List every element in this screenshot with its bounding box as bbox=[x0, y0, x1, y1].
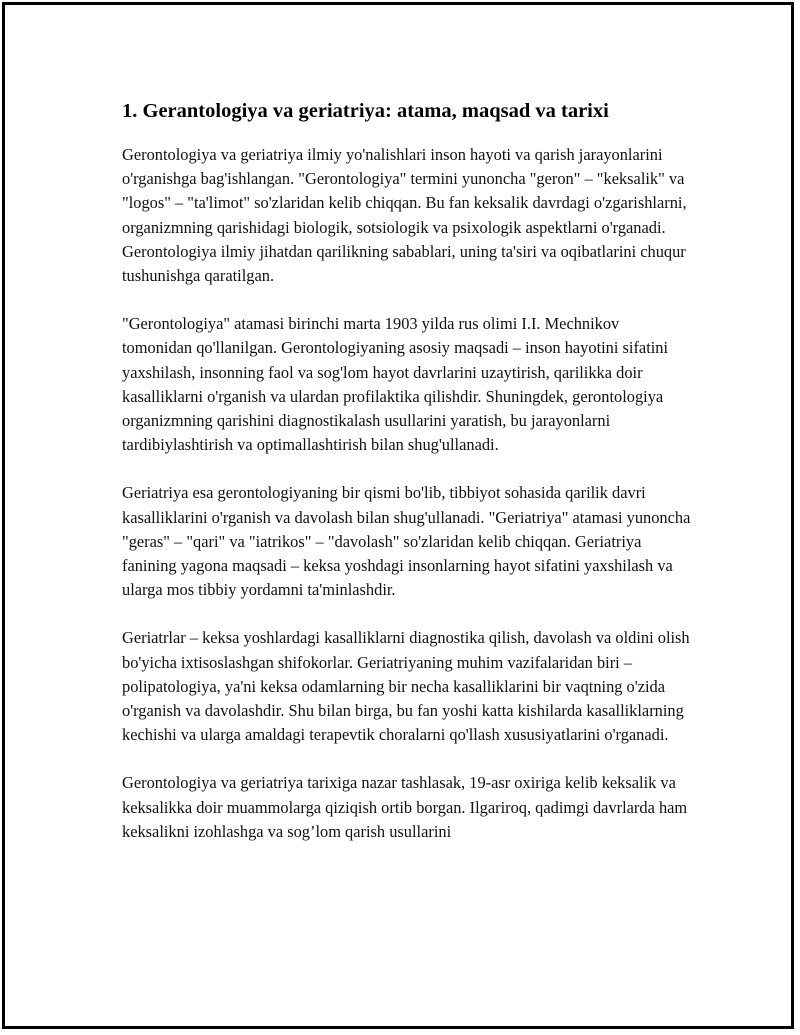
paragraph-3: Geriatriya esa gerontologiyaning bir qismi bo'lib, tibbiyot sohasida qarilik davri kasalliklarini o'rganish va davolash bilan shug'ullanadi. "Geriatriya" atamasi yunoncha "geras" – "qari" va "iatrikos" – "davolash" so'zlaridan kelib chiqqan. Geriatriya fanining yagona maqsadi – keksa yoshdagi insonlarning hayot sifatini yaxshilash va ularga mos tibbiy yordamni ta'minlashdir. bbox=[122, 483, 691, 600]
section-heading: 1. Gerantologiya va geriatriya: atama, maqsad va tarixi bbox=[122, 100, 609, 122]
paragraph-2: "Gerontologiya" atamasi birinchi marta 1903 yilda rus olimi I.I. Mechnikov tomonidan qo'llanilgan. Gerontologiyaning asosiy maqsadi – inson hayotini sifatini yaxshilash, insonning faol va sog'lom hayot davrlarini uzaytirish, qarilikka doir kasalliklarni o'rganish va ulardan profilaktika qilishdir. Shuningdek, gerontologiya organizmning qarishini diagnostikalash usullarini yaratish, bu jarayonlarni tardibiylashtirish va optimallashtirish bilan shug'ullanadi. bbox=[122, 314, 669, 455]
document-body bbox=[122, 98, 692, 868]
paragraph-1: Gerontologiya va geriatriya ilmiy yo'nalishlari inson hayoti va qarish jarayonlarini o'rganishga bag'ishlangan. "Gerontologiya" termini yunoncha "geron" – "keksalik" va "logos" – "ta'limot" so'zlaridan kelib chiqqan. Bu fan keksalik davrdagi o'zgarishlarni, organizmning qarishidagi biologik, sotsiologik va psixologik aspektlarni o'rganadi. Gerontologiya ilmiy jihatdan qarilikning sabablari, uning ta'siri va oqibatlarini chuqur tushunishga qaratilgan. bbox=[122, 145, 687, 286]
paragraph-5: Gerontologiya va geriatriya tarixiga nazar tashlasak, 19-asr oxiriga kelib keksalik va keksalikka doir muammolarga qiziqish ortib borgan. Ilgariroq, qadimgi davrlarda ham keksalikni izohlashga va sog’lom qarish usullarini bbox=[122, 773, 688, 841]
page-frame bbox=[2, 2, 794, 1029]
paragraph-4: Geriatrlar – keksa yoshlardagi kasalliklarni diagnostika qilish, davolash va oldini olish bo'yicha ixtisoslashgan shifokorlar. Geriatriyaning muhim vazifalaridan biri – polipatologiya, ya'ni keksa odamlarning bir necha kasalliklarini bir vaqtning o'zida o'rganish va davolashdir. Shu bilan birga, bu fan yoshi katta kishilarda kasalliklarning kechishi va ularga amaldagi terapevtik choralarni qo'llash xususiyatlarini o'rganadi. bbox=[122, 628, 690, 745]
